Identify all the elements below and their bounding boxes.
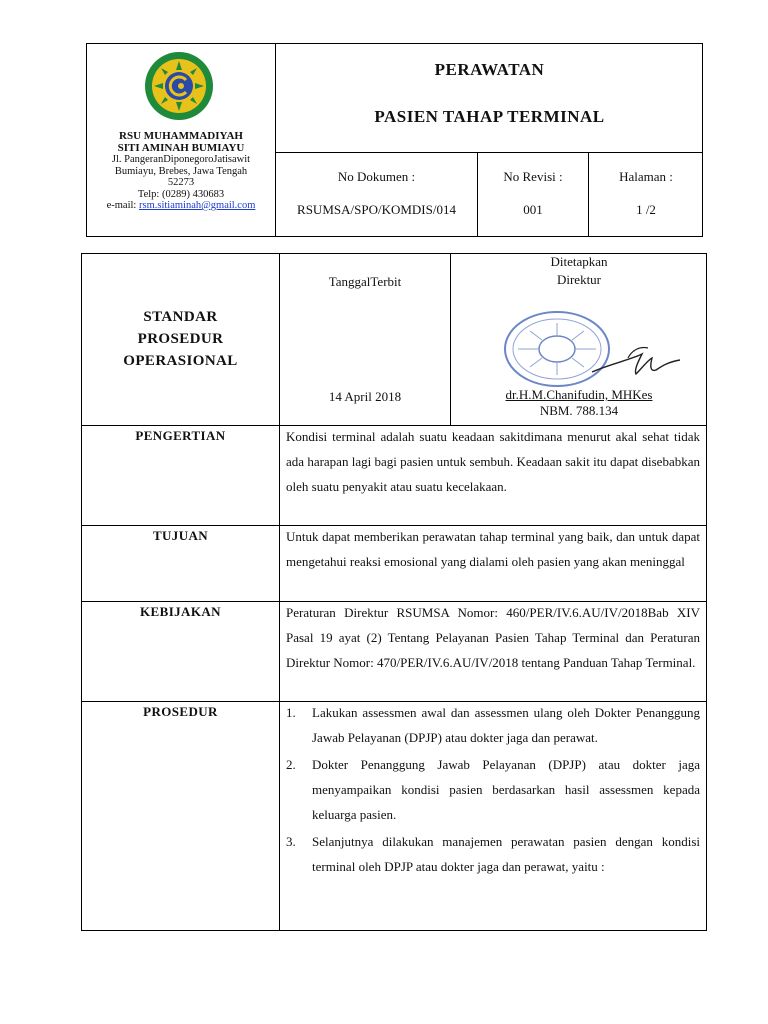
approved-role: Direktur bbox=[556, 272, 602, 287]
list-item bbox=[286, 700, 700, 750]
hospital-address-3: 52273 bbox=[167, 177, 195, 188]
page-label: Halaman : bbox=[619, 169, 673, 184]
tujuan-label: TUJUAN bbox=[152, 528, 209, 543]
issue-date-label: TanggalTerbit bbox=[328, 274, 402, 289]
email-label: e-mail: bbox=[106, 200, 137, 211]
email-link[interactable]: rsm.sitiaminah@gmail.com bbox=[138, 200, 256, 211]
hospital-logo bbox=[143, 50, 215, 122]
revision-label: No Revisi : bbox=[503, 169, 563, 184]
director-nbm: NBM. 788.134 bbox=[539, 403, 619, 418]
hospital-address-1: Jl. PangeranDiponegoroJatisawit bbox=[111, 154, 251, 165]
list-item bbox=[286, 829, 700, 879]
tujuan-text: Untuk dapat memberikan perawatan tahap terminal yang baik, dan untuk dapat mengetahui reaksi emosional yang dialami oleh pasien yang akan meninggal bbox=[286, 529, 700, 569]
director-name: dr.H.M.Chanifudin, MHKes bbox=[505, 387, 653, 402]
kebijakan-text: Peraturan Direktur RSUMSA Nomor: 460/PER/IV.6.AU/IV/2018Bab XIV Pasal 19 ayat (2) Tentang Pelayanan Pasien Tahap Terminal dan Peraturan Direktur Nomor: 470/PER/IV.6.AU/IV/2018 tentang Panduan Tahap Terminal. bbox=[286, 605, 700, 670]
revision-number: 001 bbox=[523, 202, 543, 217]
hospital-email bbox=[87, 200, 275, 212]
pengertian-label: PENGERTIAN bbox=[135, 428, 226, 443]
list-item-text: Lakukan assessmen awal dan assessmen ulang oleh Dokter Penanggung Jawab Pelayanan (DPJP) atau dokter jaga dan perawat. bbox=[312, 705, 700, 745]
hospital-name-1: RSU MUHAMMADIYAH bbox=[119, 130, 243, 142]
list-item-text: Dokter Penanggung Jawab Pelayanan (DPJP) atau dokter jaga menyampaikan kondisi pasien berdasarkan hasil assessmen kepada keluarga pasien. bbox=[312, 757, 700, 822]
page-number: 1 /2 bbox=[636, 202, 656, 217]
hospital-phone: Telp: (0289) 430683 bbox=[137, 188, 225, 200]
director-signature bbox=[590, 340, 685, 385]
doc-number-label: No Dokumen : bbox=[337, 169, 416, 184]
list-item bbox=[286, 752, 700, 827]
hospital-address-2: Bumiayu, Brebes, Jawa Tengah bbox=[114, 165, 248, 177]
list-item-text: Selanjutnya dilakukan manajemen perawatan pasien dengan kondisi terminal oleh DPJP atau dokter jaga dan perawat, yaitu : bbox=[312, 834, 700, 874]
prosedur-list bbox=[286, 700, 700, 879]
doc-number: RSUMSA/SPO/KOMDIS/014 bbox=[297, 202, 456, 217]
approved-label: Ditetapkan bbox=[550, 254, 608, 269]
pengertian-text: Kondisi terminal adalah suatu keadaan sakitdimana menurut akal sehat tidak ada harapan lagi bagi pasien untuk sembuh. Keadaan sakit itu dapat disebabkan oleh suatu penyakit atau suatu kecelakaan. bbox=[286, 429, 700, 494]
sop-title-2: PROSEDUR bbox=[137, 331, 224, 347]
list-item-number: 2. bbox=[286, 757, 296, 772]
doc-title-1: PERAWATAN bbox=[434, 60, 545, 79]
hospital-name-2: SITI AMINAH BUMIAYU bbox=[117, 142, 245, 154]
list-item-number: 1. bbox=[286, 705, 296, 720]
kebijakan-label: KEBIJAKAN bbox=[140, 604, 221, 619]
list-item-number: 3. bbox=[286, 834, 296, 849]
prosedur-label: PROSEDUR bbox=[143, 704, 218, 719]
issue-date: 14 April 2018 bbox=[328, 389, 402, 404]
sop-title-1: STANDAR bbox=[143, 309, 218, 325]
sop-title-3: OPERASIONAL bbox=[123, 353, 238, 369]
doc-title-2: PASIEN TAHAP TERMINAL bbox=[374, 107, 605, 126]
